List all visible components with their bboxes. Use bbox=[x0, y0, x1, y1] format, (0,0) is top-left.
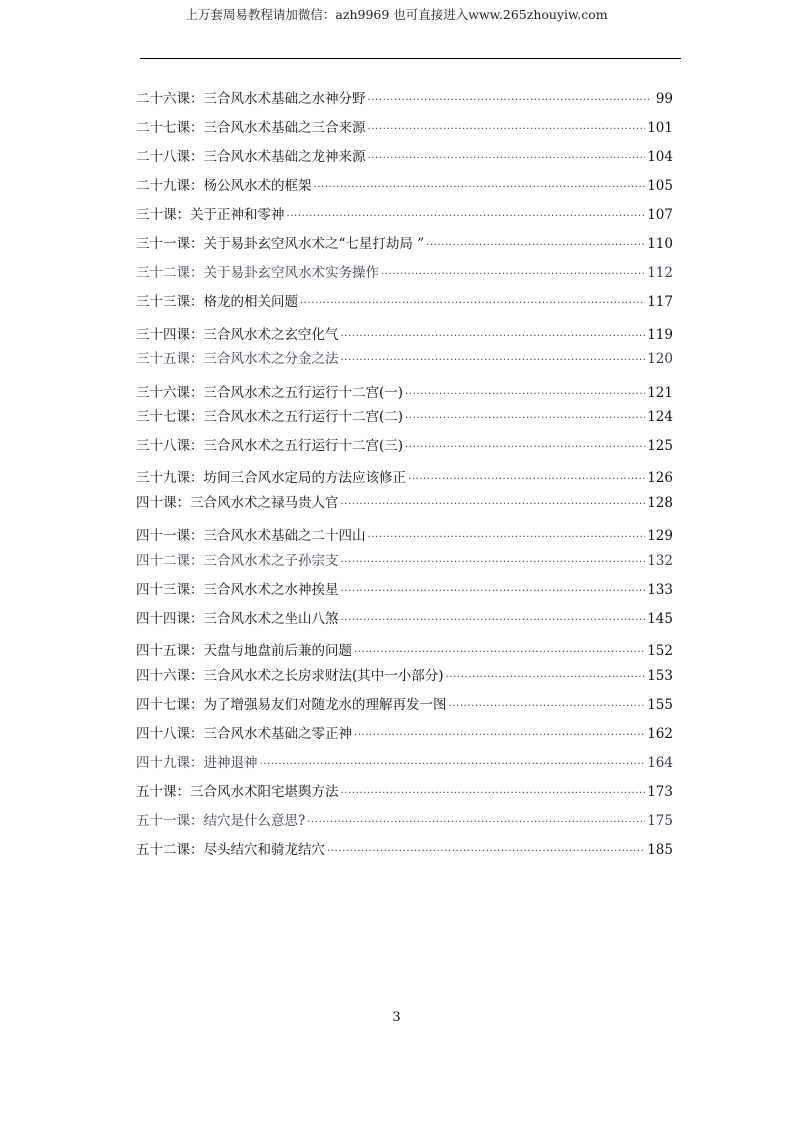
toc-entry-page: 175 bbox=[647, 813, 673, 829]
toc-leader-dots bbox=[341, 350, 646, 368]
toc-entry-page: 185 bbox=[647, 842, 673, 858]
toc-entry[interactable] bbox=[136, 579, 673, 599]
toc-entry[interactable] bbox=[136, 291, 673, 311]
toc-entry-title: 四十六课：三合风水术之长房求财法(其中一小部分) bbox=[136, 668, 444, 684]
toc-entry[interactable] bbox=[136, 810, 673, 830]
toc-entry[interactable] bbox=[136, 324, 673, 344]
toc-entry-page: 110 bbox=[647, 236, 673, 252]
toc-entry[interactable] bbox=[136, 146, 673, 166]
toc-entry-title: 四十七课：为了增强易友们对随龙水的理解再发一图 bbox=[136, 697, 447, 713]
toc-leader-dots bbox=[341, 326, 646, 344]
toc-entry-title: 四十课：三合风水术之禄马贵人官 bbox=[136, 495, 339, 511]
toc-entry-page: 173 bbox=[647, 784, 673, 800]
toc-leader-dots bbox=[405, 408, 645, 426]
toc-entry[interactable] bbox=[136, 723, 673, 743]
toc-entry-page: 162 bbox=[647, 726, 673, 742]
toc-entry-page: 119 bbox=[647, 327, 673, 343]
toc-entry-page: 126 bbox=[647, 470, 673, 486]
toc-leader-dots bbox=[354, 725, 645, 743]
toc-leader-dots bbox=[408, 469, 645, 487]
toc-entry-page: 121 bbox=[647, 385, 673, 401]
toc-entry-title: 三十八课：三合风水术之五行运行十二宫(三) bbox=[136, 438, 404, 454]
toc-entry-page: 107 bbox=[647, 207, 673, 223]
toc-entry[interactable] bbox=[136, 175, 673, 195]
toc-entry-title: 四十九课：进神退神 bbox=[136, 755, 258, 771]
toc-entry-page: 153 bbox=[647, 668, 673, 684]
toc-entry[interactable] bbox=[136, 550, 673, 570]
toc-leader-dots bbox=[354, 642, 645, 660]
toc-leader-dots bbox=[368, 119, 646, 137]
toc-entry[interactable] bbox=[136, 665, 673, 685]
toc-entry-page: 104 bbox=[647, 149, 673, 165]
toc-entry-page: 155 bbox=[647, 697, 673, 713]
toc-entry-title: 五十一课：结穴是什么意思? bbox=[136, 813, 306, 829]
toc-entry-title: 三十四课：三合风水术之玄空化气 bbox=[136, 327, 339, 343]
toc-entry[interactable] bbox=[136, 640, 673, 660]
toc-entry[interactable] bbox=[136, 752, 673, 772]
toc-entry[interactable] bbox=[136, 839, 673, 859]
toc-leader-dots bbox=[287, 206, 646, 224]
toc-entry[interactable] bbox=[136, 608, 673, 628]
toc-leader-dots bbox=[368, 527, 646, 545]
toc-entry-title: 四十八课：三合风水术基础之零正神 bbox=[136, 726, 352, 742]
toc-entry-title: 二十八课：三合风水术基础之龙神来源 bbox=[136, 149, 366, 165]
toc-entry-page: 145 bbox=[647, 611, 673, 627]
toc-entry[interactable] bbox=[136, 348, 673, 368]
toc-entry-page: 133 bbox=[647, 582, 673, 598]
toc-leader-dots bbox=[446, 667, 646, 685]
toc-entry-page: 164 bbox=[647, 755, 673, 771]
toc-entry-page: 101 bbox=[647, 120, 673, 136]
toc-leader-dots bbox=[449, 696, 646, 714]
toc-entry-page: 117 bbox=[647, 294, 673, 310]
page-number: 3 bbox=[392, 1010, 401, 1025]
toc-entry-title: 二十六课：三合风水术基础之水神分野 bbox=[136, 91, 366, 107]
toc-entry-title: 四十二课：三合风水术之子孙宗支 bbox=[136, 553, 339, 569]
toc-entry-title: 二十七课：三合风水术基础之三合来源 bbox=[136, 120, 366, 136]
toc-entry-title: 五十二课：尽头结穴和骑龙结穴 bbox=[136, 842, 325, 858]
toc-entry[interactable] bbox=[136, 781, 673, 801]
toc-entry-title: 三十九课：坊间三合风水定局的方法应该修正 bbox=[136, 470, 406, 486]
toc-entry-page: 125 bbox=[647, 438, 673, 454]
toc-entry[interactable] bbox=[136, 435, 673, 455]
toc-entry-title: 三十六课：三合风水术之五行运行十二宫(一) bbox=[136, 385, 404, 401]
toc-leader-dots bbox=[327, 841, 645, 859]
toc-entry-page: 99 bbox=[655, 91, 673, 107]
toc-leader-dots bbox=[341, 581, 646, 599]
toc-leader-dots bbox=[307, 812, 645, 830]
toc-entry-page: 105 bbox=[647, 178, 673, 194]
toc-entry-title: 四十一课：三合风水术基础之二十四山 bbox=[136, 528, 366, 544]
toc-entry-page: 112 bbox=[647, 265, 673, 281]
toc-entry-page: 132 bbox=[647, 553, 673, 569]
toc-entry[interactable] bbox=[136, 382, 673, 402]
toc-leader-dots bbox=[341, 552, 646, 570]
toc-entry-page: 152 bbox=[647, 643, 673, 659]
toc-entry-title: 五十课：三合风水术阳宅堪舆方法 bbox=[136, 784, 339, 800]
toc-entry[interactable] bbox=[136, 88, 673, 108]
toc-entry-page: 124 bbox=[647, 409, 673, 425]
toc-entry[interactable] bbox=[136, 117, 673, 137]
toc-entry-title: 三十二课：关于易卦玄空风水术实务操作 bbox=[136, 265, 379, 281]
toc-entry[interactable] bbox=[136, 492, 673, 512]
toc-entry-title: 三十五课：三合风水术之分金之法 bbox=[136, 351, 339, 367]
toc-entry[interactable] bbox=[136, 406, 673, 426]
toc-entry-page: 120 bbox=[647, 351, 673, 367]
toc-leader-dots bbox=[341, 610, 646, 628]
toc-entry-title: 四十五课：天盘与地盘前后兼的问题 bbox=[136, 643, 352, 659]
toc-leader-dots bbox=[260, 754, 646, 772]
toc-entry[interactable] bbox=[136, 694, 673, 714]
toc-entry[interactable] bbox=[136, 233, 673, 253]
toc-leader-dots bbox=[300, 293, 645, 311]
toc-entry[interactable] bbox=[136, 262, 673, 282]
toc-leader-dots bbox=[341, 494, 646, 512]
toc-entry-title: 三十课：关于正神和零神 bbox=[136, 207, 285, 223]
toc-entry-title: 三十一课：关于易卦玄空风水术之“七星打劫局 ” bbox=[136, 236, 425, 252]
toc-leader-dots bbox=[368, 148, 646, 166]
toc-entry-page: 129 bbox=[647, 528, 673, 544]
toc-leader-dots bbox=[381, 264, 645, 282]
toc-entry-page: 128 bbox=[647, 495, 673, 511]
toc-entry-title: 二十九课：杨公风水术的框架 bbox=[136, 178, 312, 194]
toc-leader-dots bbox=[405, 437, 645, 455]
page-header: 上万套周易教程请加微信：azh9969 也可直接进入www.265zhouyiw.com bbox=[185, 7, 608, 22]
toc-leader-dots bbox=[405, 384, 645, 402]
toc-entry-title: 三十三课：格龙的相关问题 bbox=[136, 294, 298, 310]
toc-entry[interactable] bbox=[136, 525, 673, 545]
toc-leader-dots bbox=[426, 235, 645, 253]
toc-leader-dots bbox=[341, 783, 646, 801]
toc-entry[interactable] bbox=[136, 204, 673, 224]
toc-entry-title: 四十三课：三合风水术之水神挨星 bbox=[136, 582, 339, 598]
toc-entry-title: 四十四课：三合风水术之坐山八煞 bbox=[136, 611, 339, 627]
toc-leader-dots bbox=[314, 177, 646, 195]
toc-entry-title: 三十七课：三合风水术之五行运行十二宫(二) bbox=[136, 409, 404, 425]
toc-entry[interactable] bbox=[136, 467, 673, 487]
toc-leader-dots bbox=[368, 90, 652, 108]
